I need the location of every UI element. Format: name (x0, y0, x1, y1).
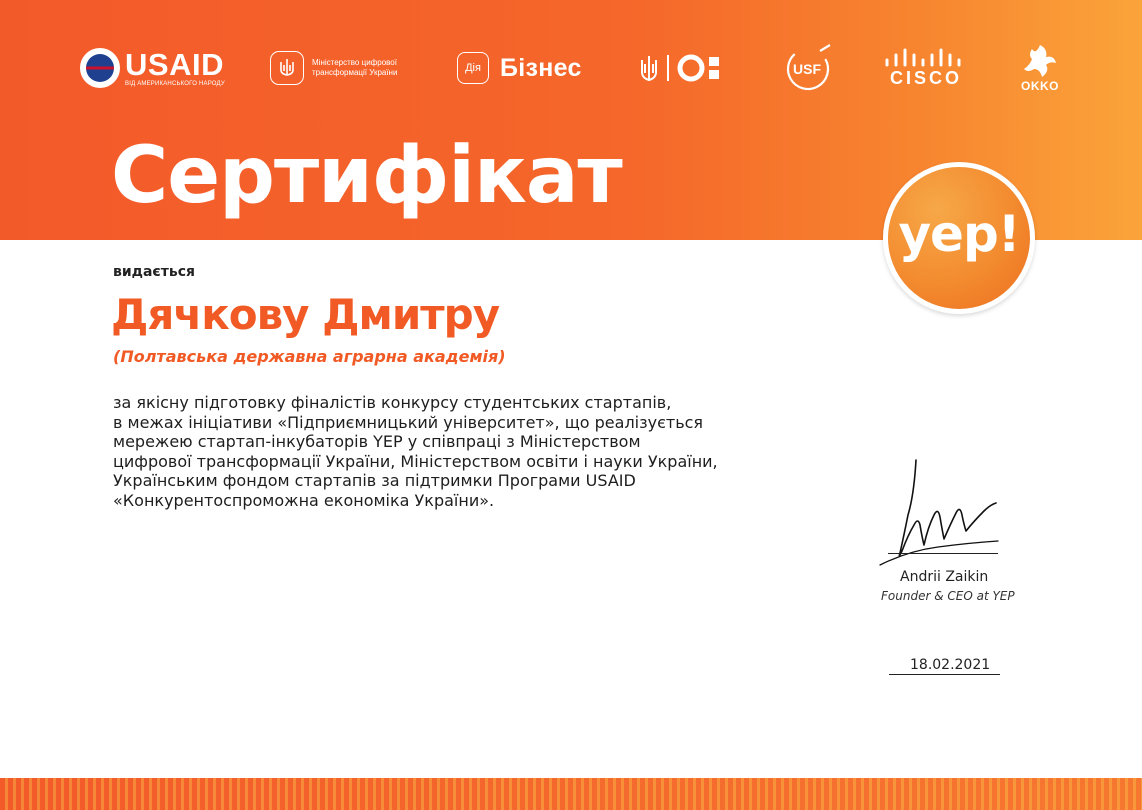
signer-name: Andrii Zaikin (900, 569, 989, 585)
usaid-seal-icon (80, 48, 120, 88)
usf-text: USF (793, 61, 821, 77)
ministry-logo (270, 40, 432, 96)
signer-role: Founder & CEO at YEP (881, 589, 1015, 603)
yep-badge (883, 162, 1035, 314)
usf-logo (784, 40, 834, 96)
cisco-bridge-icon (884, 48, 968, 68)
body-line: «Конкурентоспроможна економіка України». (113, 490, 495, 510)
ministry-name: Міністерство цифрової трансформації України (312, 58, 398, 77)
trident-icon (270, 51, 304, 85)
footer-band (0, 778, 1142, 810)
okko-logo (1020, 40, 1060, 96)
certificate-title: Сертифікат (111, 131, 622, 221)
body-line: Українським фондом стартапів за підтримки Програми USAID (113, 471, 636, 490)
usaid-wordmark: USAID (125, 46, 224, 82)
body-line: в межах ініціативи «Підприємницький університет», що реалізується (113, 412, 704, 432)
usaid-logo (80, 40, 225, 96)
usaid-subtitle: ВІД АМЕРИКАНСЬКОГО НАРОДУ (125, 80, 225, 87)
body-line: за якісну підготовку фіналістів конкурсу студентських стартапів, (113, 393, 672, 412)
recipient-organization: (Полтавська державна аграрна академія) (113, 347, 506, 366)
signature-line (888, 553, 998, 554)
ukraine-now-logo (640, 40, 730, 96)
okko-text: OKKO (1021, 79, 1059, 93)
body-line: мережею стартап-інкубаторів YEP у співпраці з Міністерством (113, 432, 641, 451)
partner-logos (0, 40, 1142, 100)
date-line (889, 674, 1000, 675)
usf-icon (784, 43, 834, 93)
issued-label: видається (113, 264, 195, 280)
cisco-logo (884, 40, 968, 96)
diia-badge: Дія (457, 52, 489, 84)
diia-business-logo (457, 40, 582, 96)
recipient-name: Дячкову Дмитру (111, 290, 500, 339)
griffin-icon (1020, 43, 1060, 79)
issue-date: 18.02.2021 (910, 657, 991, 673)
certificate-body (113, 393, 793, 510)
diia-business-text: Бізнес (500, 53, 582, 82)
yep-badge-text: yep! (898, 205, 1020, 263)
ukraine-now-icon (640, 52, 730, 84)
body-line: цифрової трансформації України, Міністерством освіти і науки України, (113, 451, 718, 471)
cisco-text: CISCO (889, 67, 962, 88)
